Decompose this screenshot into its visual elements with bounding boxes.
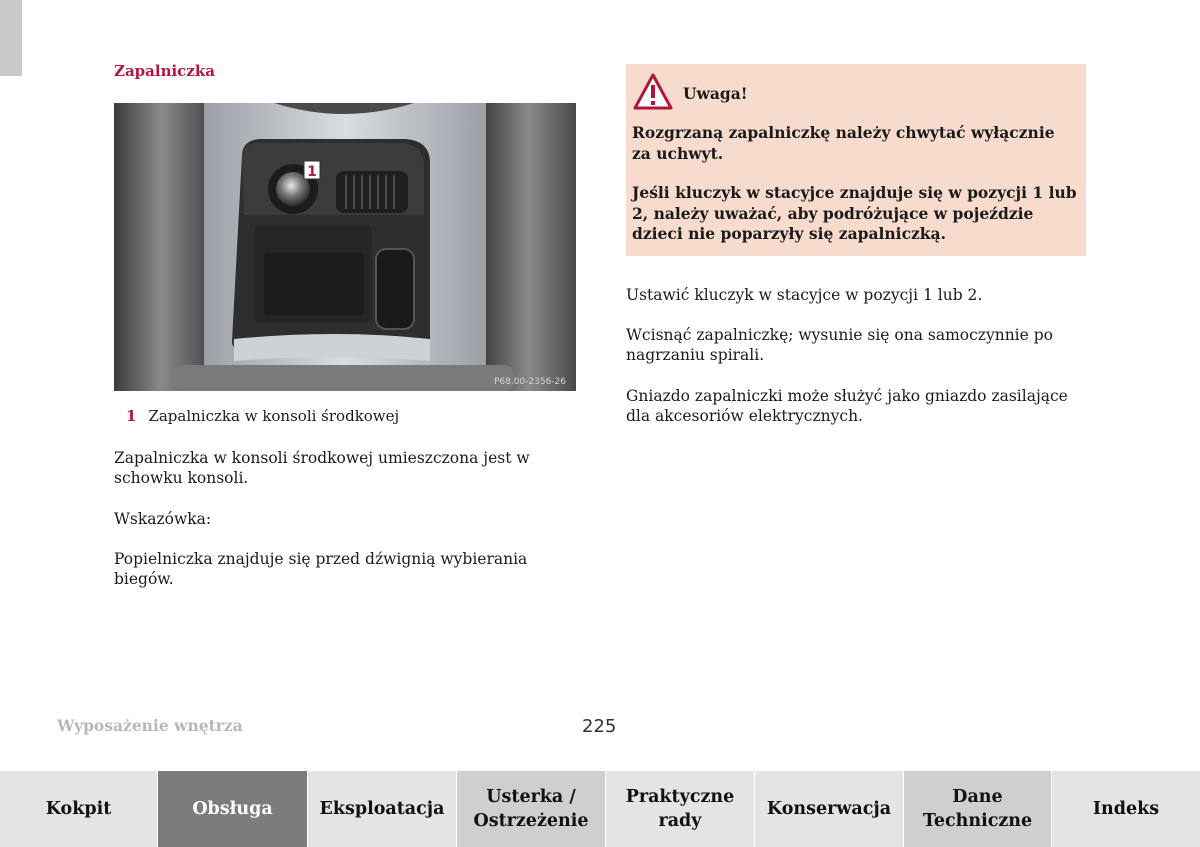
right-paragraph-3: Gniazdo zapalniczki może służyć jako gniazdo zasilające dla akcesoriów elektrycznych. (626, 387, 1068, 425)
console-photo (114, 103, 576, 391)
nav-kokpit[interactable] (0, 771, 158, 847)
warning-box (626, 64, 1086, 256)
nav-label: Praktyczne rady (625, 787, 735, 831)
nav-praktyczne-rady[interactable] (606, 771, 755, 847)
left-paragraph-2: Wskazówka: (114, 510, 212, 528)
warning-paragraph-2: Jeśli kluczyk w stacyjce znajduje się w pozycji 1 lub 2, należy uważać, aby podróżujące w pojeździe dzieci nie poparzyły się zapalniczką. (632, 183, 1077, 243)
nav-label: Usterka / Ostrzeżenie (473, 787, 589, 831)
nav-konserwacja[interactable] (755, 771, 904, 847)
nav-label: Indeks (1092, 799, 1160, 819)
nav-label: Dane Techniczne (922, 787, 1033, 831)
nav-label: Konserwacja (766, 799, 892, 819)
caption-text: Zapalniczka w konsoli środkowej (148, 407, 400, 425)
section-title: Zapalniczka (114, 62, 215, 80)
nav-dane-techniczne[interactable] (904, 771, 1052, 847)
nav-label: Obsługa (192, 799, 273, 819)
caption-number: 1 (126, 407, 137, 425)
page-number: 225 (582, 716, 617, 737)
warning-paragraph-1: Rozgrzaną zapalniczkę należy chwytać wyłącznie za uchwyt. (632, 123, 1055, 163)
nav-label: Eksploatacja (319, 799, 445, 819)
figure-callout-label: 1 (307, 164, 317, 180)
chapter-navbar (0, 771, 1200, 847)
left-paragraph-3: Popielniczka znajduje się przed dźwignią wybierania biegów. (114, 550, 528, 588)
footer-section-title: Wyposażenie wnętrza (57, 716, 243, 735)
nav-indeks[interactable] (1052, 771, 1200, 847)
right-paragraph-1: Ustawić kluczyk w stacyjce w pozycji 1 lub 2. (626, 286, 983, 304)
left-paragraph-1: Zapalniczka w konsoli środkowej umieszczona jest w schowku konsoli. (114, 449, 530, 487)
warning-triangle-icon (632, 72, 674, 112)
nav-label: Kokpit (45, 799, 112, 819)
right-paragraph-2: Wcisnąć zapalniczkę; wysunie się ona samoczynnie po nagrzaniu spirali. (626, 326, 1053, 364)
page-edge-tab (0, 0, 22, 76)
nav-usterka-ostrzezenie[interactable] (457, 771, 606, 847)
nav-eksploatacja[interactable] (308, 771, 457, 847)
figure-code: P68.00-2356-26 (493, 377, 566, 387)
nav-obsluga[interactable] (158, 771, 308, 847)
warning-heading: Uwaga! (683, 84, 748, 103)
figure-caption (126, 407, 399, 425)
